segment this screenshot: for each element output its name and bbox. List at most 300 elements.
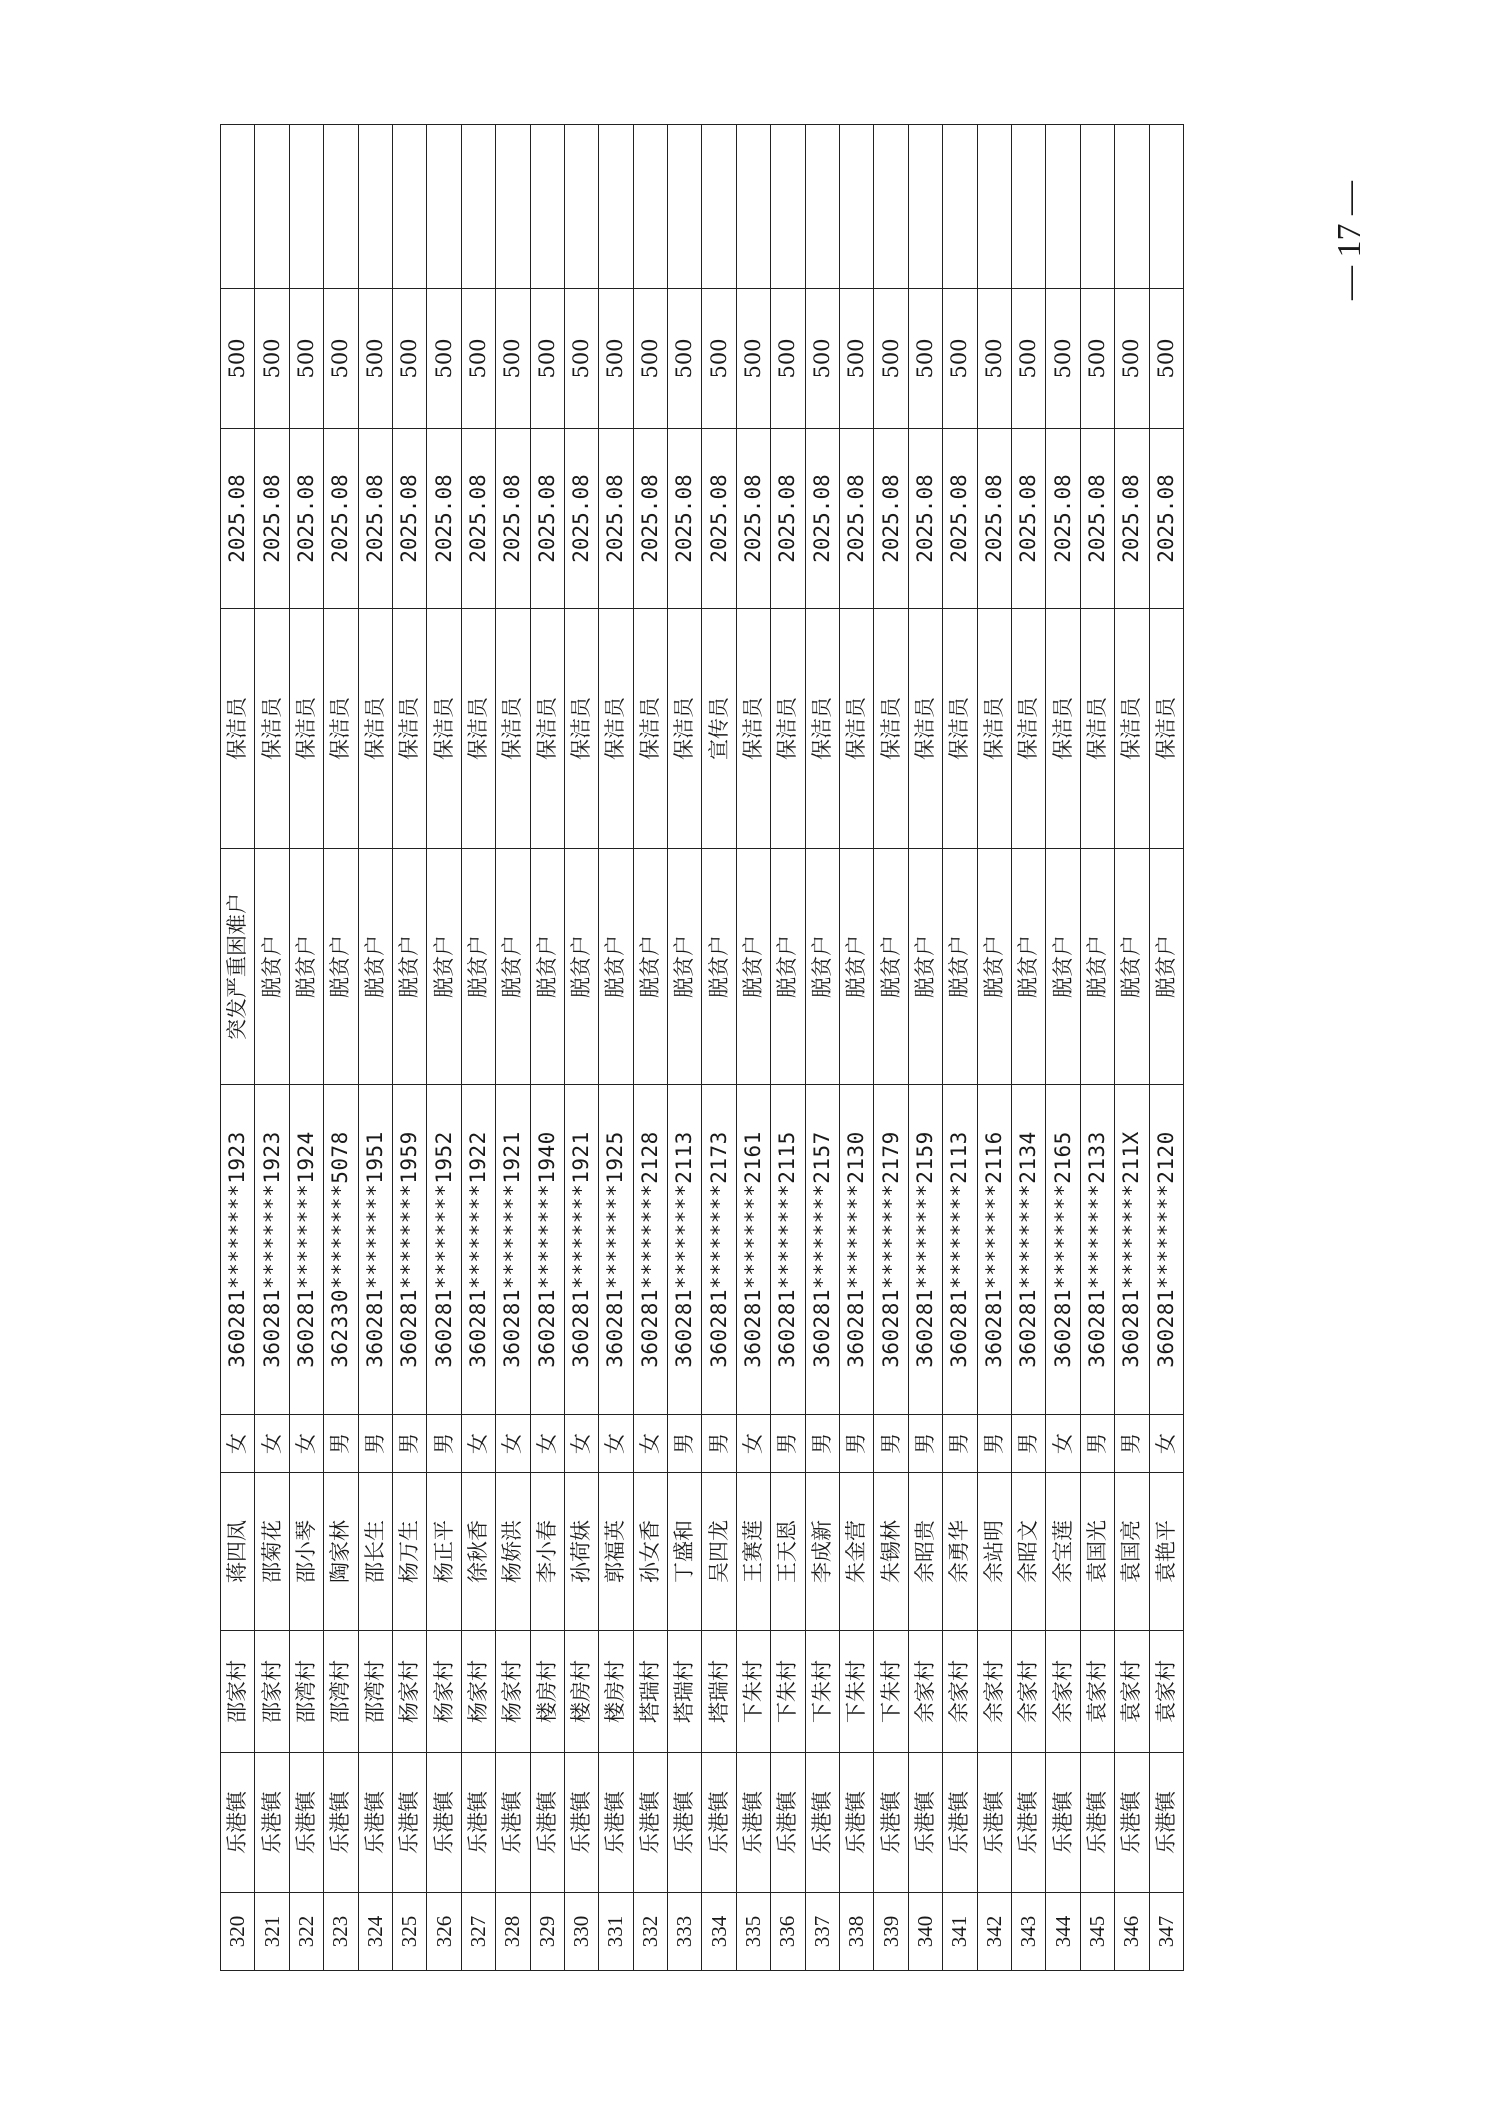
position-cell: 保洁员 [496, 609, 530, 849]
id-number-cell: 360281********2159 [908, 1085, 942, 1415]
amount-cell: 500 [840, 289, 874, 429]
name-cell: 杨万生 [392, 1473, 426, 1631]
name-cell: 邵长生 [358, 1473, 392, 1631]
household-type-cell: 脱贫户 [908, 849, 942, 1085]
name-cell: 朱锡林 [874, 1473, 908, 1631]
amount-cell: 500 [496, 289, 530, 429]
amount-cell: 500 [1080, 289, 1114, 429]
table-row [840, 125, 874, 1971]
date-cell: 2025.08 [702, 429, 736, 609]
row-number-cell: 323 [324, 1893, 358, 1971]
amount-cell: 500 [599, 289, 633, 429]
town-cell: 乐港镇 [289, 1753, 323, 1893]
town-cell: 乐港镇 [908, 1753, 942, 1893]
name-cell: 余勇华 [943, 1473, 977, 1631]
id-number-cell: 360281********1959 [392, 1085, 426, 1415]
sex-cell: 女 [496, 1415, 530, 1473]
remark-cell [358, 125, 392, 289]
remark-cell [324, 125, 358, 289]
row-number-cell: 345 [1080, 1893, 1114, 1971]
name-cell: 袁艳平 [1149, 1473, 1183, 1631]
document-page [220, 125, 1243, 1971]
village-cell: 袁家村 [1115, 1631, 1149, 1753]
row-number-cell: 337 [805, 1893, 839, 1971]
date-cell: 2025.08 [221, 429, 255, 609]
date-cell: 2025.08 [668, 429, 702, 609]
village-cell: 邵家村 [255, 1631, 289, 1753]
sex-cell: 男 [1080, 1415, 1114, 1473]
id-number-cell: 360281********2128 [633, 1085, 667, 1415]
town-cell: 乐港镇 [392, 1753, 426, 1893]
remark-cell [255, 125, 289, 289]
position-cell: 保洁员 [943, 609, 977, 849]
remark-cell [461, 125, 495, 289]
sex-cell: 女 [633, 1415, 667, 1473]
row-number-cell: 328 [496, 1893, 530, 1971]
town-cell: 乐港镇 [1149, 1753, 1183, 1893]
sex-cell: 男 [977, 1415, 1011, 1473]
remark-cell [840, 125, 874, 289]
village-cell: 杨家村 [461, 1631, 495, 1753]
amount-cell: 500 [702, 289, 736, 429]
row-number-cell: 322 [289, 1893, 323, 1971]
date-cell: 2025.08 [840, 429, 874, 609]
sex-cell: 女 [564, 1415, 598, 1473]
sex-cell: 男 [1011, 1415, 1045, 1473]
household-type-cell: 脱贫户 [736, 849, 770, 1085]
town-cell: 乐港镇 [599, 1753, 633, 1893]
date-cell: 2025.08 [1080, 429, 1114, 609]
sex-cell: 男 [392, 1415, 426, 1473]
sex-cell: 男 [908, 1415, 942, 1473]
position-cell: 保洁员 [599, 609, 633, 849]
table-row [1080, 125, 1114, 1971]
position-cell: 保洁员 [1149, 609, 1183, 849]
id-number-cell: 360281********2120 [1149, 1085, 1183, 1415]
position-cell: 保洁员 [977, 609, 1011, 849]
household-type-cell: 脱贫户 [668, 849, 702, 1085]
town-cell: 乐港镇 [1080, 1753, 1114, 1893]
position-cell: 保洁员 [1011, 609, 1045, 849]
id-number-cell: 360281********2157 [805, 1085, 839, 1415]
table-row [1011, 125, 1045, 1971]
household-type-cell: 脱贫户 [324, 849, 358, 1085]
id-number-cell: 360281********1921 [496, 1085, 530, 1415]
remark-cell [530, 125, 564, 289]
position-cell: 保洁员 [461, 609, 495, 849]
amount-cell: 500 [943, 289, 977, 429]
remark-cell [221, 125, 255, 289]
village-cell: 楼房村 [564, 1631, 598, 1753]
village-cell: 邵家村 [221, 1631, 255, 1753]
table-row [461, 125, 495, 1971]
position-cell: 宣传员 [702, 609, 736, 849]
row-number-cell: 325 [392, 1893, 426, 1971]
remark-cell [805, 125, 839, 289]
id-number-cell: 360281********1940 [530, 1085, 564, 1415]
amount-cell: 500 [633, 289, 667, 429]
amount-cell: 500 [221, 289, 255, 429]
village-cell: 余家村 [943, 1631, 977, 1753]
date-cell: 2025.08 [461, 429, 495, 609]
name-cell: 余宝莲 [1046, 1473, 1080, 1631]
position-cell: 保洁员 [1115, 609, 1149, 849]
name-cell: 余昭文 [1011, 1473, 1045, 1631]
id-number-cell: 360281********2133 [1080, 1085, 1114, 1415]
position-cell: 保洁员 [358, 609, 392, 849]
town-cell: 乐港镇 [358, 1753, 392, 1893]
village-cell: 袁家村 [1080, 1631, 1114, 1753]
remark-cell [1080, 125, 1114, 289]
id-number-cell: 360281********1923 [255, 1085, 289, 1415]
date-cell: 2025.08 [943, 429, 977, 609]
remark-cell [702, 125, 736, 289]
remark-cell [633, 125, 667, 289]
row-number-cell: 343 [1011, 1893, 1045, 1971]
sex-cell: 女 [1046, 1415, 1080, 1473]
amount-cell: 500 [564, 289, 598, 429]
row-number-cell: 334 [702, 1893, 736, 1971]
date-cell: 2025.08 [255, 429, 289, 609]
town-cell: 乐港镇 [805, 1753, 839, 1893]
date-cell: 2025.08 [771, 429, 805, 609]
position-cell: 保洁员 [289, 609, 323, 849]
name-cell: 余昭贵 [908, 1473, 942, 1631]
town-cell: 乐港镇 [461, 1753, 495, 1893]
sex-cell: 男 [805, 1415, 839, 1473]
sex-cell: 男 [324, 1415, 358, 1473]
page-number-text: — 17 — [1331, 181, 1368, 300]
town-cell: 乐港镇 [736, 1753, 770, 1893]
table-row [496, 125, 530, 1971]
remark-cell [1011, 125, 1045, 289]
table-row [358, 125, 392, 1971]
household-type-cell: 脱贫户 [1115, 849, 1149, 1085]
sex-cell: 男 [702, 1415, 736, 1473]
name-cell: 丁盛和 [668, 1473, 702, 1631]
village-cell: 邵湾村 [358, 1631, 392, 1753]
id-number-cell: 360281********2115 [771, 1085, 805, 1415]
sex-cell: 男 [874, 1415, 908, 1473]
amount-cell: 500 [324, 289, 358, 429]
village-cell: 邵湾村 [289, 1631, 323, 1753]
village-cell: 楼房村 [599, 1631, 633, 1753]
row-number-cell: 320 [221, 1893, 255, 1971]
table-row [324, 125, 358, 1971]
name-cell: 孙荷妹 [564, 1473, 598, 1631]
village-cell: 余家村 [1011, 1631, 1045, 1753]
sex-cell: 男 [771, 1415, 805, 1473]
village-cell: 余家村 [1046, 1631, 1080, 1753]
household-type-cell: 脱贫户 [840, 849, 874, 1085]
row-number-cell: 336 [771, 1893, 805, 1971]
sex-cell: 女 [255, 1415, 289, 1473]
town-cell: 乐港镇 [633, 1753, 667, 1893]
remark-cell [1115, 125, 1149, 289]
table-row [289, 125, 323, 1971]
id-number-cell: 362330********5078 [324, 1085, 358, 1415]
household-type-cell: 脱贫户 [977, 849, 1011, 1085]
row-number-cell: 327 [461, 1893, 495, 1971]
household-type-cell: 脱贫户 [1011, 849, 1045, 1085]
date-cell: 2025.08 [392, 429, 426, 609]
id-number-cell: 360281********1922 [461, 1085, 495, 1415]
position-cell: 保洁员 [840, 609, 874, 849]
name-cell: 袁国光 [1080, 1473, 1114, 1631]
village-cell: 下朱村 [736, 1631, 770, 1753]
sex-cell: 女 [461, 1415, 495, 1473]
remark-cell [668, 125, 702, 289]
table-row [1046, 125, 1080, 1971]
id-number-cell: 360281********1952 [427, 1085, 461, 1415]
row-number-cell: 330 [564, 1893, 598, 1971]
position-cell: 保洁员 [633, 609, 667, 849]
date-cell: 2025.08 [1011, 429, 1045, 609]
name-cell: 王天恩 [771, 1473, 805, 1631]
town-cell: 乐港镇 [324, 1753, 358, 1893]
date-cell: 2025.08 [427, 429, 461, 609]
row-number-cell: 335 [736, 1893, 770, 1971]
sex-cell: 男 [1115, 1415, 1149, 1473]
town-cell: 乐港镇 [943, 1753, 977, 1893]
remark-cell [289, 125, 323, 289]
remark-cell [392, 125, 426, 289]
table-row [874, 125, 908, 1971]
position-cell: 保洁员 [1080, 609, 1114, 849]
household-type-cell: 脱贫户 [392, 849, 426, 1085]
village-cell: 下朱村 [805, 1631, 839, 1753]
position-cell: 保洁员 [736, 609, 770, 849]
village-cell: 楼房村 [530, 1631, 564, 1753]
remark-cell [1046, 125, 1080, 289]
amount-cell: 500 [427, 289, 461, 429]
position-cell: 保洁员 [221, 609, 255, 849]
id-number-cell: 360281********2116 [977, 1085, 1011, 1415]
table-row [668, 125, 702, 1971]
table-row [255, 125, 289, 1971]
date-cell: 2025.08 [874, 429, 908, 609]
name-cell: 李小春 [530, 1473, 564, 1631]
town-cell: 乐港镇 [874, 1753, 908, 1893]
town-cell: 乐港镇 [840, 1753, 874, 1893]
position-cell: 保洁员 [427, 609, 461, 849]
village-cell: 袁家村 [1149, 1631, 1183, 1753]
remark-cell [736, 125, 770, 289]
id-number-cell: 360281********2113 [943, 1085, 977, 1415]
amount-cell: 500 [530, 289, 564, 429]
village-cell: 杨家村 [496, 1631, 530, 1753]
id-number-cell: 360281********211X [1115, 1085, 1149, 1415]
household-type-cell: 脱贫户 [599, 849, 633, 1085]
village-cell: 下朱村 [840, 1631, 874, 1753]
amount-cell: 500 [461, 289, 495, 429]
household-type-cell: 脱贫户 [289, 849, 323, 1085]
town-cell: 乐港镇 [221, 1753, 255, 1893]
id-number-cell: 360281********2179 [874, 1085, 908, 1415]
sex-cell: 男 [840, 1415, 874, 1473]
position-cell: 保洁员 [805, 609, 839, 849]
sex-cell: 男 [668, 1415, 702, 1473]
row-number-cell: 341 [943, 1893, 977, 1971]
date-cell: 2025.08 [736, 429, 770, 609]
name-cell: 邵菊花 [255, 1473, 289, 1631]
sex-cell: 女 [1149, 1415, 1183, 1473]
household-type-cell: 脱贫户 [496, 849, 530, 1085]
date-cell: 2025.08 [908, 429, 942, 609]
date-cell: 2025.08 [496, 429, 530, 609]
table-row [564, 125, 598, 1971]
sex-cell: 男 [427, 1415, 461, 1473]
row-number-cell: 339 [874, 1893, 908, 1971]
sex-cell: 女 [530, 1415, 564, 1473]
position-cell: 保洁员 [324, 609, 358, 849]
table-row [427, 125, 461, 1971]
row-number-cell: 347 [1149, 1893, 1183, 1971]
remark-cell [943, 125, 977, 289]
village-cell: 塔瑞村 [702, 1631, 736, 1753]
position-cell: 保洁员 [1046, 609, 1080, 849]
name-cell: 王赛莲 [736, 1473, 770, 1631]
remark-cell [977, 125, 1011, 289]
remark-cell [564, 125, 598, 289]
amount-cell: 500 [1115, 289, 1149, 429]
table-row [977, 125, 1011, 1971]
name-cell: 余站明 [977, 1473, 1011, 1631]
amount-cell: 500 [392, 289, 426, 429]
town-cell: 乐港镇 [496, 1753, 530, 1893]
page-number [1330, 181, 1370, 300]
village-cell: 塔瑞村 [633, 1631, 667, 1753]
table-row [1115, 125, 1149, 1971]
amount-cell: 500 [255, 289, 289, 429]
amount-cell: 500 [771, 289, 805, 429]
amount-cell: 500 [805, 289, 839, 429]
remark-cell [1149, 125, 1183, 289]
date-cell: 2025.08 [1149, 429, 1183, 609]
table-row [392, 125, 426, 1971]
row-number-cell: 344 [1046, 1893, 1080, 1971]
date-cell: 2025.08 [289, 429, 323, 609]
position-cell: 保洁员 [255, 609, 289, 849]
id-number-cell: 360281********1925 [599, 1085, 633, 1415]
date-cell: 2025.08 [599, 429, 633, 609]
village-cell: 杨家村 [392, 1631, 426, 1753]
amount-cell: 500 [668, 289, 702, 429]
village-cell: 塔瑞村 [668, 1631, 702, 1753]
household-type-cell: 突发严重困难户 [221, 849, 255, 1085]
id-number-cell: 360281********2134 [1011, 1085, 1045, 1415]
row-number-cell: 321 [255, 1893, 289, 1971]
id-number-cell: 360281********1923 [221, 1085, 255, 1415]
row-number-cell: 346 [1115, 1893, 1149, 1971]
town-cell: 乐港镇 [668, 1753, 702, 1893]
table-row [221, 125, 255, 1971]
sex-cell: 女 [289, 1415, 323, 1473]
household-type-cell: 脱贫户 [771, 849, 805, 1085]
town-cell: 乐港镇 [564, 1753, 598, 1893]
household-type-cell: 脱贫户 [1080, 849, 1114, 1085]
table-row [736, 125, 770, 1971]
position-cell: 保洁员 [771, 609, 805, 849]
beneficiary-table [220, 124, 1184, 1971]
household-type-cell: 脱贫户 [1046, 849, 1080, 1085]
town-cell: 乐港镇 [1046, 1753, 1080, 1893]
town-cell: 乐港镇 [977, 1753, 1011, 1893]
position-cell: 保洁员 [668, 609, 702, 849]
date-cell: 2025.08 [633, 429, 667, 609]
household-type-cell: 脱贫户 [874, 849, 908, 1085]
amount-cell: 500 [1011, 289, 1045, 429]
name-cell: 李成新 [805, 1473, 839, 1631]
id-number-cell: 360281********1924 [289, 1085, 323, 1415]
name-cell: 袁国亮 [1115, 1473, 1149, 1631]
row-number-cell: 332 [633, 1893, 667, 1971]
name-cell: 孙女香 [633, 1473, 667, 1631]
id-number-cell: 360281********2130 [840, 1085, 874, 1415]
village-cell: 余家村 [908, 1631, 942, 1753]
amount-cell: 500 [908, 289, 942, 429]
row-number-cell: 324 [358, 1893, 392, 1971]
table-row [1149, 125, 1183, 1971]
sex-cell: 女 [599, 1415, 633, 1473]
amount-cell: 500 [289, 289, 323, 429]
village-cell: 下朱村 [874, 1631, 908, 1753]
name-cell: 蒋四凤 [221, 1473, 255, 1631]
id-number-cell: 360281********1951 [358, 1085, 392, 1415]
table-row [943, 125, 977, 1971]
name-cell: 朱金营 [840, 1473, 874, 1631]
id-number-cell: 360281********2161 [736, 1085, 770, 1415]
table-row [771, 125, 805, 1971]
table-row [702, 125, 736, 1971]
row-number-cell: 342 [977, 1893, 1011, 1971]
household-type-cell: 脱贫户 [702, 849, 736, 1085]
remark-cell [908, 125, 942, 289]
position-cell: 保洁员 [874, 609, 908, 849]
position-cell: 保洁员 [564, 609, 598, 849]
amount-cell: 500 [874, 289, 908, 429]
remark-cell [427, 125, 461, 289]
amount-cell: 500 [1046, 289, 1080, 429]
household-type-cell: 脱贫户 [255, 849, 289, 1085]
amount-cell: 500 [1149, 289, 1183, 429]
town-cell: 乐港镇 [255, 1753, 289, 1893]
name-cell: 邵小琴 [289, 1473, 323, 1631]
town-cell: 乐港镇 [1011, 1753, 1045, 1893]
date-cell: 2025.08 [358, 429, 392, 609]
town-cell: 乐港镇 [702, 1753, 736, 1893]
village-cell: 余家村 [977, 1631, 1011, 1753]
amount-cell: 500 [358, 289, 392, 429]
town-cell: 乐港镇 [771, 1753, 805, 1893]
id-number-cell: 360281********2113 [668, 1085, 702, 1415]
date-cell: 2025.08 [1046, 429, 1080, 609]
town-cell: 乐港镇 [530, 1753, 564, 1893]
amount-cell: 500 [736, 289, 770, 429]
sex-cell: 男 [943, 1415, 977, 1473]
date-cell: 2025.08 [530, 429, 564, 609]
name-cell: 吴四龙 [702, 1473, 736, 1631]
date-cell: 2025.08 [564, 429, 598, 609]
name-cell: 陶家林 [324, 1473, 358, 1631]
household-type-cell: 脱贫户 [1149, 849, 1183, 1085]
household-type-cell: 脱贫户 [427, 849, 461, 1085]
date-cell: 2025.08 [324, 429, 358, 609]
name-cell: 徐秋香 [461, 1473, 495, 1631]
row-number-cell: 338 [840, 1893, 874, 1971]
remark-cell [771, 125, 805, 289]
row-number-cell: 331 [599, 1893, 633, 1971]
